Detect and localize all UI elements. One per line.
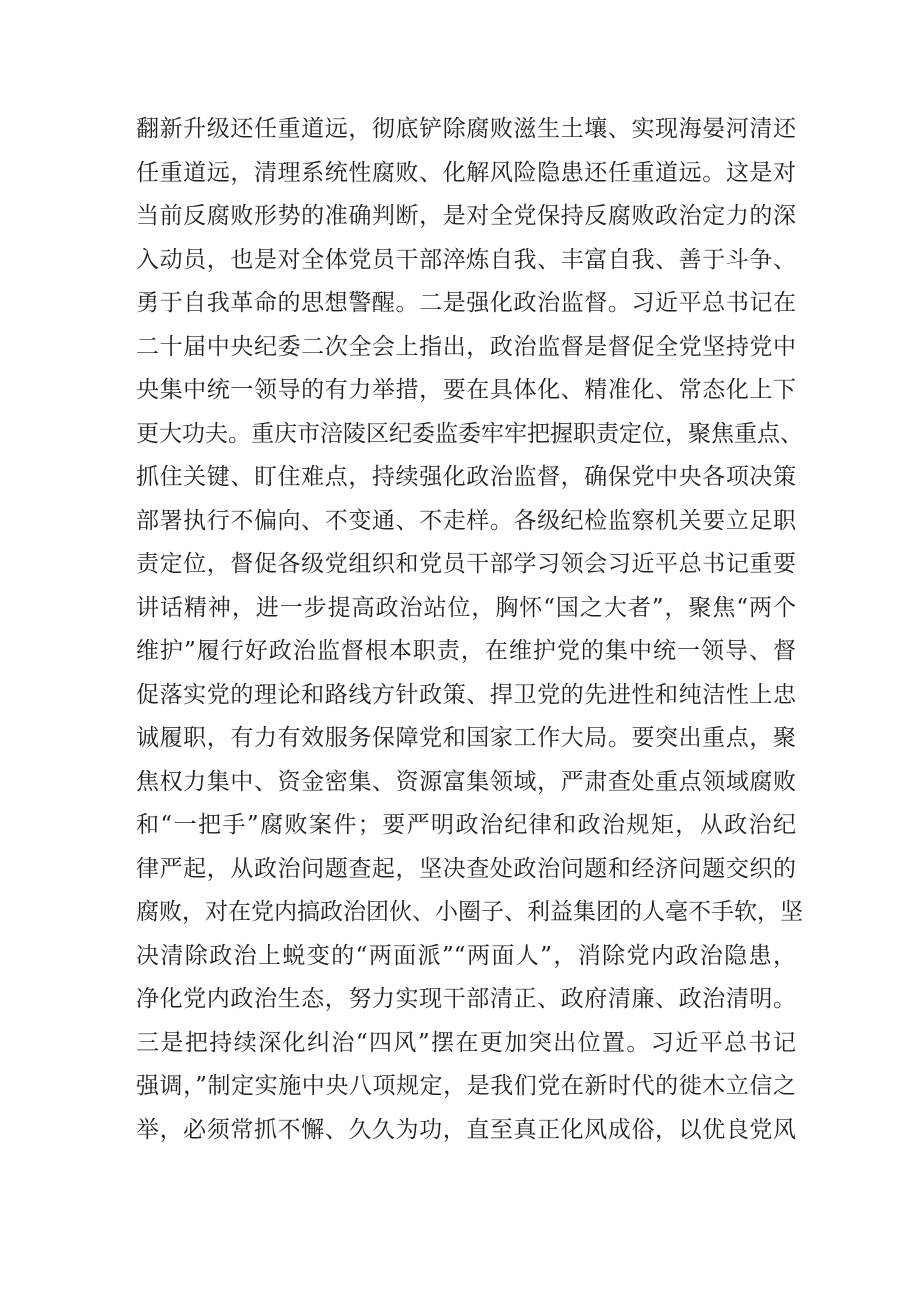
text-line: 和“一把手”腐败案件；要严明政治纪律和政治规矩，从政治纪 <box>136 812 796 838</box>
text-line: 更大功夫。重庆市涪陵区纪委监委牢牢把握职责定位，聚焦重点、 <box>136 420 803 447</box>
text-line: 净化党内政治生态，努力实现干部清正、政府清廉、政治清明。 <box>136 986 796 1012</box>
text-line: 律严起，从政治问题查起，坚决查处政治问题和经济问题交织的 <box>136 855 796 882</box>
text-line: 焦权力集中、资金密集、资源富集领域，严肃查处重点领域腐败 <box>136 768 796 795</box>
text-line: 讲话精神，进一步提高政治站位，胸怀“国之大者”，聚焦“两个 <box>136 594 796 621</box>
text-line: 责定位，督促各级党组织和党员干部学习领会习近平总书记重要 <box>136 551 796 577</box>
text-line: 央集中统一领导的有力举措，要在具体化、精准化、常态化上下 <box>136 377 796 403</box>
text-line: 腐败，对在党内搞政治团伙、小圈子、利益集团的人毫不手软，坚 <box>136 899 803 925</box>
text-line: 三是把持续深化纠治“四风”摆在更加突出位置。习近平总书记 <box>136 1029 796 1056</box>
text-line: 当前反腐败形势的准确判断，是对全党保持反腐败政治定力的深 <box>136 203 796 229</box>
text-line: 二十届中央纪委二次全会上指出，政治监督是督促全党坚持党中 <box>136 333 796 360</box>
text-line: 部署执行不偏向、不变通、不走样。各级纪检监察机关要立足职 <box>136 507 796 534</box>
body-text <box>136 108 803 1152</box>
text-line: 决清除政治上蜕变的“两面派”“两面人”，消除党内政治隐患， <box>136 942 796 969</box>
text-line: 抓住关键、盯住难点，持续强化政治监督，确保党中央各项决策 <box>136 464 796 490</box>
text-line: 翻新升级还任重道远，彻底铲除腐败滋生土壤、实现海晏河清还 <box>136 116 796 142</box>
text-line: 促落实党的理论和路线方针政策、捍卫党的先进性和纯洁性上忠 <box>136 681 796 708</box>
text-line: 强调，”制定实施中央八项规定，是我们党在新时代的徙木立信之 <box>136 1073 796 1099</box>
text-line: 举，必须常抓不懈、久久为功，直至真正化风成俗，以优良党风 <box>136 1116 796 1143</box>
text-line: 勇于自我革命的思想警醒。二是强化政治监督。习近平总书记在 <box>136 290 796 316</box>
text-line: 任重道远，清理系统性腐败、化解风险隐患还任重道远。这是对 <box>136 159 796 186</box>
text-line: 维护”履行好政治监督根本职责，在维护党的集中统一领导、督 <box>136 638 796 664</box>
text-line: 入动员，也是对全体党员干部淬炼自我、丰富自我、善于斗争、 <box>136 246 796 273</box>
text-line: 诚履职，有力有效服务保障党和国家工作大局。要突出重点，聚 <box>136 725 796 751</box>
